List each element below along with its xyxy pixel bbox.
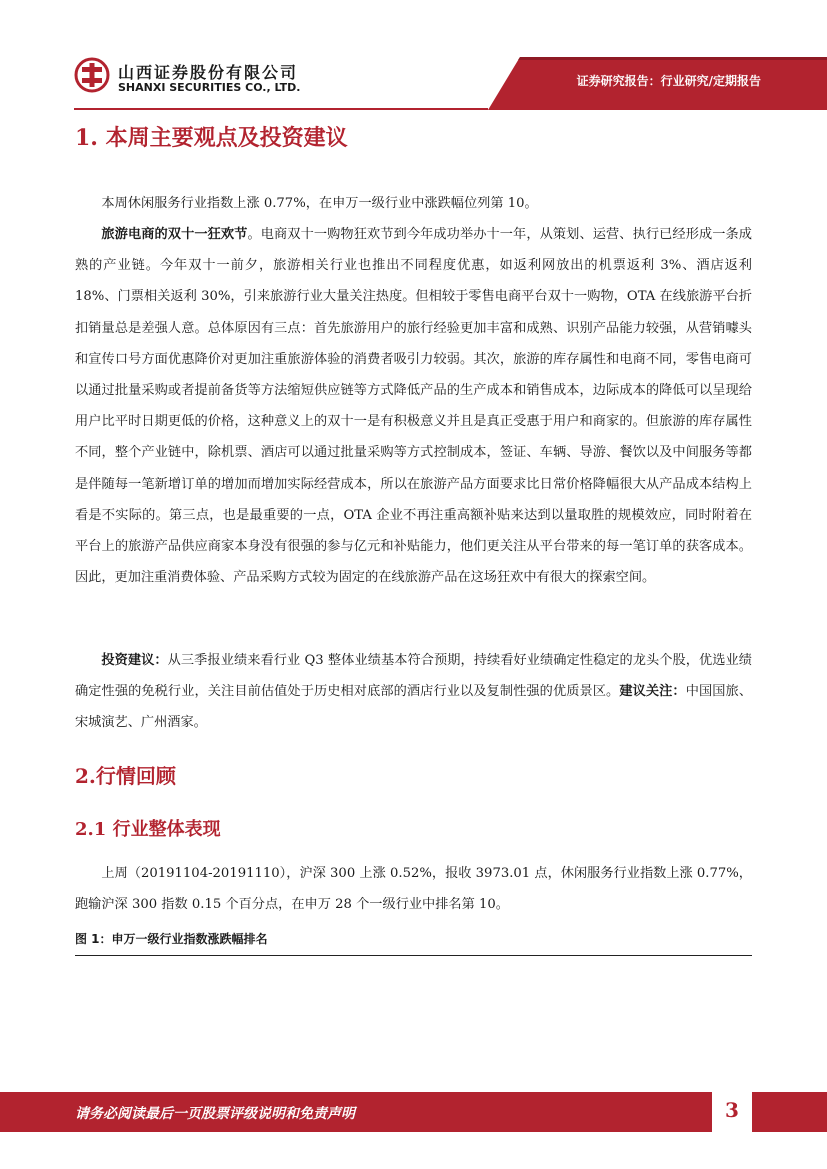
figure-1-caption: 图 1：申万一级行业指数涨跌幅排名 bbox=[75, 932, 268, 946]
investment-advice-paragraph bbox=[75, 645, 752, 739]
report-type: 证券研究报告：行业研究/定期报告 bbox=[576, 74, 761, 88]
company-name-en: SHANXI SECURITIES CO., LTD. bbox=[118, 81, 301, 94]
recommended-stocks: 中国国旅、宋城演艺、广州酒家。 bbox=[75, 684, 753, 731]
figure-divider bbox=[75, 955, 752, 956]
recommend-lead: 建议关注： bbox=[619, 684, 686, 700]
company-logo-icon bbox=[74, 57, 110, 93]
company-name-cn: 山西证券股份有限公司 bbox=[118, 63, 299, 82]
page-header bbox=[0, 0, 827, 110]
section-2-1-paragraph: 上周（20191104-20191110），沪深 300 上涨 0.52%，报收 3973.01 点，休闲服务行业指数上涨 0.77%，跑输沪深 300 指数 0.15 个百分点，在申万 28 个一级行业中排名第 10。 bbox=[75, 866, 752, 913]
investment-advice-body: 从三季报业绩来看行业 Q3 整体业绩基本符合预期，持续看好业绩确定性稳定的龙头个股，优选业绩确定性强的免税行业，关注目前估值处于历史相对底部的酒店行业以及复制性强的优质景区。 bbox=[75, 653, 752, 700]
paragraph-2-lead: 旅游电商的双十一狂欢节 bbox=[101, 227, 248, 242]
section-2-title: 2.行情回顾 bbox=[75, 764, 176, 788]
section-1-paragraph-2 bbox=[75, 219, 752, 593]
page-number: 3 bbox=[725, 1098, 739, 1122]
investment-advice-lead: 投资建议： bbox=[101, 653, 168, 668]
section-2-1-title: 2.1 行业整体表现 bbox=[75, 819, 221, 840]
section-1-title: 1. 本周主要观点及投资建议 bbox=[75, 125, 348, 151]
footer-disclaimer: 请务必阅读最后一页股票评级说明和免责声明 bbox=[75, 1106, 355, 1122]
paragraph-2-body: 。电商双十一购物狂欢节到今年成功举办十一年，从策划、运营、执行已经形成一条成熟的产业链。今年双十一前夕，旅游相关行业也推出不同程度优惠，如返利网放出的机票返利 3%、酒店返利 18%、门票相关返利 30%，引来旅游行业大量关注热度。但相较于零售电商平台双十一购物，OTA 在线旅游平台折扣销量总是差强人意。总体原因有三点：首先旅游用户的旅行经验更加丰富和成熟、识别产品能力较强，从营销噱头和宣传口号方面优惠降价对更加注重旅游体验的消费者吸引力较弱。其次，旅游的库存属性和电商不同，零售电商可以通过批量采购或者提前备货等方法缩短供应链等方式降低产品的生产成本和销售成本，边际成本的降低可以呈现给用户比平时日期更低的价格，这种意义上的双十一是有积极意义并且是真正受惠于用户和商家的。但旅游的库存属性不同，整个产业链中，除机票、酒店可以通过批量采购等方式控制成本，签证、车辆、导游、餐饮以及中间服务等都是伴随每一笔新增订单的增加而增加实际经营成本，所以在旅游产品方面要求比日常价格降幅很大从产品成本结构上看是不实际的。第三点，也是最重要的一点，OTA 企业不再注重高额补贴来达到以量取胜的规模效应，同时附着在平台上的旅游产品供应商家本身没有很强的参与亿元和补贴能力，他们更关注从平台带来的每一笔订单的获客成本。因此，更加注重消费体验、产品采购方式较为固定的在线旅游产品在这场狂欢中有很大的探索空间。 bbox=[75, 227, 752, 586]
section-1-paragraph-1: 本周休闲服务行业指数上涨 0.77%，在申万一级行业中涨跌幅位列第 10。 bbox=[101, 196, 538, 211]
